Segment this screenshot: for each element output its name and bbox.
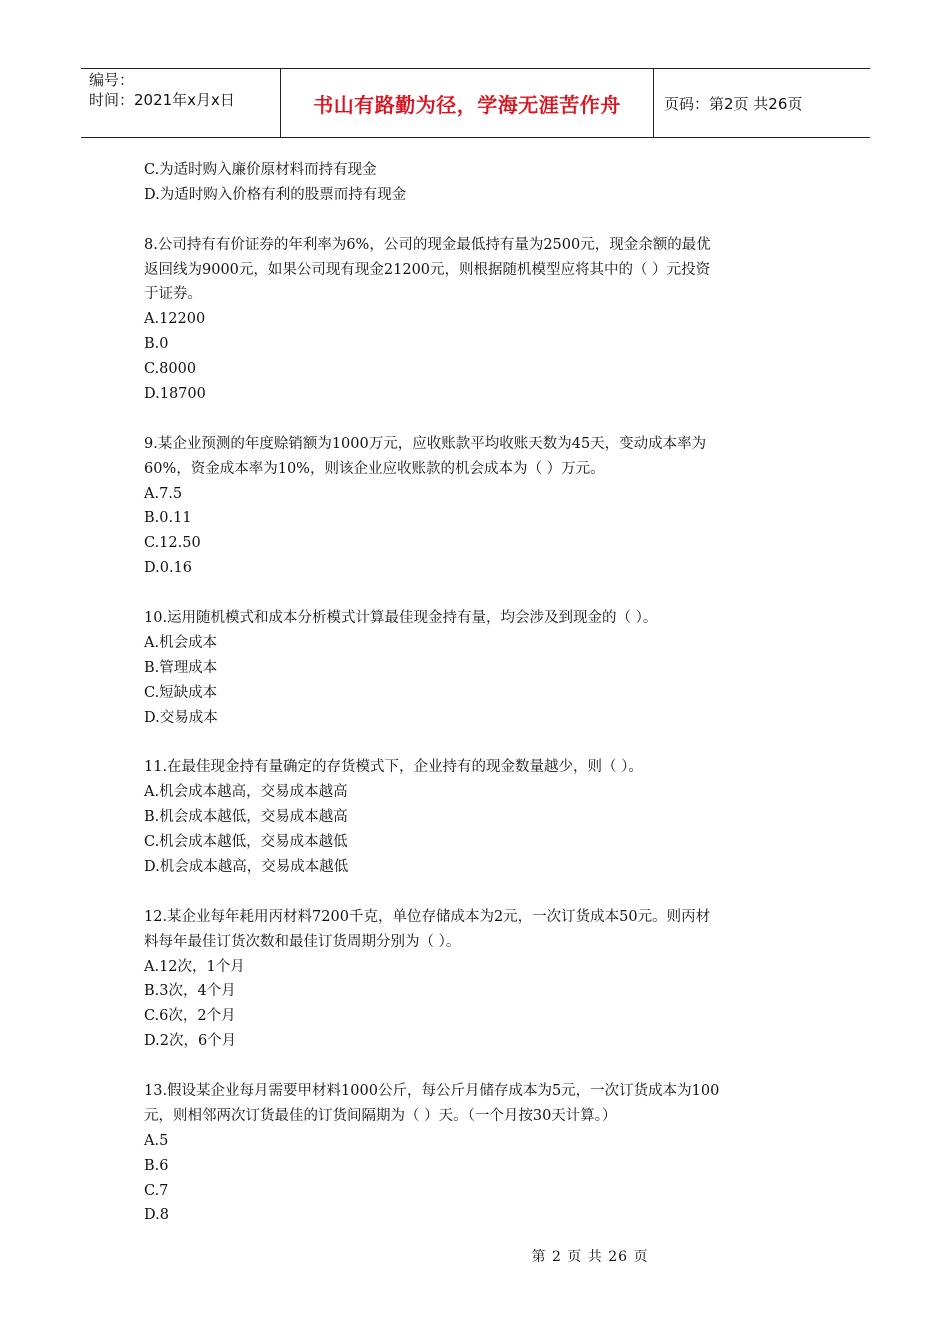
text-line: C.机会成本越低，交易成本越低: [144, 834, 348, 851]
text-line: B.3次，4个月: [144, 983, 236, 1000]
text-line: A.机会成本: [144, 634, 218, 651]
text-line: D.8: [144, 1207, 169, 1224]
number-label: 编号：: [89, 71, 135, 89]
text-line: C.6次，2个月: [144, 1008, 236, 1025]
text-line: B.机会成本越低，交易成本越高: [144, 809, 348, 826]
text-line: B.6: [144, 1157, 169, 1174]
paragraph-gap: [144, 1054, 824, 1079]
text-line: 料每年最佳订货次数和最佳订货周期分别为（ ）。: [144, 933, 461, 950]
text-line: A.5: [144, 1132, 169, 1149]
text-line: A.12次，1个月: [144, 958, 245, 975]
header-page-number: 页码：第2页 共26页: [664, 94, 803, 113]
text-line: D.机会成本越高，交易成本越低: [144, 858, 349, 875]
text-line: D.18700: [144, 386, 206, 403]
text-line: C.12.50: [144, 535, 201, 552]
text-line: D.2次，6个月: [144, 1033, 237, 1050]
text-line: A.机会成本越高，交易成本越高: [144, 784, 348, 801]
question-content: [144, 158, 824, 1228]
paragraph-gap: [144, 208, 824, 233]
text-line: 60%，资金成本率为10%，则该企业应收账款的机会成本为（ ）万元。: [144, 460, 605, 477]
text-line: C.短缺成本: [144, 684, 218, 701]
text-line: B.0.11: [144, 510, 192, 527]
text-line: 10.运用随机模式和成本分析模式计算最佳现金持有量，均会涉及到现金的（ ）。: [144, 610, 658, 627]
text-line: C.8000: [144, 361, 197, 378]
text-line: 返回线为9000元，如果公司现有现金21200元，则根据随机模型应将其中的（ ）元投资: [144, 261, 711, 278]
page-footer: 第 2 页 共 26 页: [531, 1249, 649, 1265]
document-header: [81, 68, 870, 138]
text-line: B.0: [144, 336, 169, 353]
text-line: 12.某企业每年耗用丙材料7200千克，单位存储成本为2元，一次订货成本50元。则丙材: [144, 908, 711, 925]
text-line: D.0.16: [144, 560, 193, 577]
text-line: 于证券。: [144, 286, 202, 303]
paragraph-gap: [144, 581, 824, 606]
paragraph-gap: [144, 407, 824, 432]
header-motto: 书山有路勤为径，学海无涯苦作舟: [281, 69, 654, 137]
text-line: C.为适时购入廉价原材料而持有现金: [144, 162, 377, 178]
text-line: 13.假设某企业每月需要甲材料1000公斤，每公斤月储存成本为5元，一次订货成本为100: [144, 1082, 720, 1099]
text-line: D.为适时购入价格有利的股票而持有现金: [144, 186, 407, 203]
text-line: 8.公司持有有价证券的年利率为6%，公司的现金最低持有量为2500元，现金余额的最优: [144, 236, 711, 253]
text-line: A.12200: [144, 311, 206, 328]
header-meta: [81, 69, 281, 137]
text-line: D.交易成本: [144, 709, 218, 726]
text-line: 元，则相邻两次订货最佳的订货间隔期为（ ）天。（一个月按30天计算。）: [144, 1107, 617, 1124]
date-label: 时间：2021年x月x日: [89, 91, 235, 109]
text-line: B.管理成本: [144, 659, 218, 676]
text-line: A.7.5: [144, 485, 183, 502]
text-line: C.7: [144, 1182, 169, 1199]
paragraph-gap: [144, 730, 824, 755]
text-line: 9.某企业预测的年度赊销额为1000万元，应收账款平均收账天数为45天，变动成本率为: [144, 435, 707, 452]
paragraph-gap: [144, 880, 824, 905]
text-line: 11.在最佳现金持有量确定的存货模式下，企业持有的现金数量越少，则（ ）。: [144, 759, 643, 776]
